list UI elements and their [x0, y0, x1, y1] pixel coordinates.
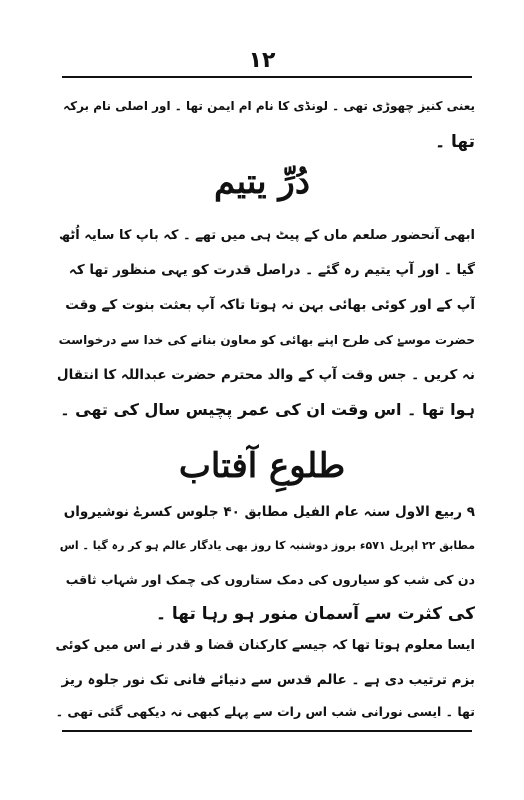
section-2-line-5: ایسا معلوم ہوتا تھا کہ جیسے کارکنان قضا و قدر نے اس میں کوئی	[55, 638, 475, 653]
intro-line-2: تھا ۔	[435, 132, 475, 152]
section-1-line-2: گیا ۔ اور آپ یتیم رہ گئے ۔ دراصل قدرت کو یہی منظور تھا کہ	[68, 262, 475, 278]
header-rule	[62, 76, 472, 78]
page-number: ١٢	[248, 48, 276, 73]
section-2-line-2: مطابق ۲۲ اپریل ۵۷۱ء بروز دوشنبہ کا روز بھی یادگار عالم ہو کر رہ گیا ۔ اس	[59, 539, 475, 552]
section-1-line-4: حضرت موسےٰ کی طرح اپنے بھائی کو معاون بنانے کی خدا سے درخواست	[58, 333, 475, 347]
section-2-line-3: دن کی شب کو سیاروں کی دمک ستاروں کی چمک اور شہاب ثاقب	[65, 572, 475, 587]
footer-rule	[62, 730, 472, 732]
section-2-line-7: تھا ۔ ایسی نورانی شب اس رات سے پہلے کبھی نہ دیکھی گئی تھی ۔	[55, 704, 475, 719]
section-1-line-3: آپ کے اور کوئی بھائی بہن نہ ہوتا تاکہ آپ بعثت بنوت کے وقت	[65, 297, 475, 313]
section-2-line-6: بزم ترتیب دی ہے ۔ عالم قدس سے دنیائے فانی تک نور جلوہ ریز	[61, 672, 475, 688]
section-1-line-1: ابھی آنحضور صلعم ماں کے پیٹ ہی میں تھے ۔ کہ باپ کا سایہ اُٹھ	[58, 228, 475, 243]
section-2-line-1: ۹ ربیع الاول سنہ عام الفیل مطابق ۴۰ جلوس کسرےٰ نوشیرواں	[63, 504, 475, 520]
section-1-line-6: ہوا تھا ۔ اس وقت ان کی عمر پچیس سال کی تھی ۔	[60, 400, 475, 419]
section-1-line-5: نہ کریں ۔ جس وقت آپ کے والد محترم حضرت عبداللہ کا انتقال	[56, 367, 475, 383]
intro-line-1: یعنی کنیز چھوڑی تھی ۔ لونڈی کا نام ام ایمن تھا ۔ اور اصلی نام برکہ	[63, 99, 475, 113]
section-heading-tulu-e-aftab: طلوعِ آفتاب	[178, 446, 346, 486]
section-2-line-4: کی کثرت سے آسمان منور ہو رہا تھا ۔	[155, 604, 475, 624]
section-heading-durr-e-yateem: دُرِّ یتیم	[213, 162, 310, 202]
